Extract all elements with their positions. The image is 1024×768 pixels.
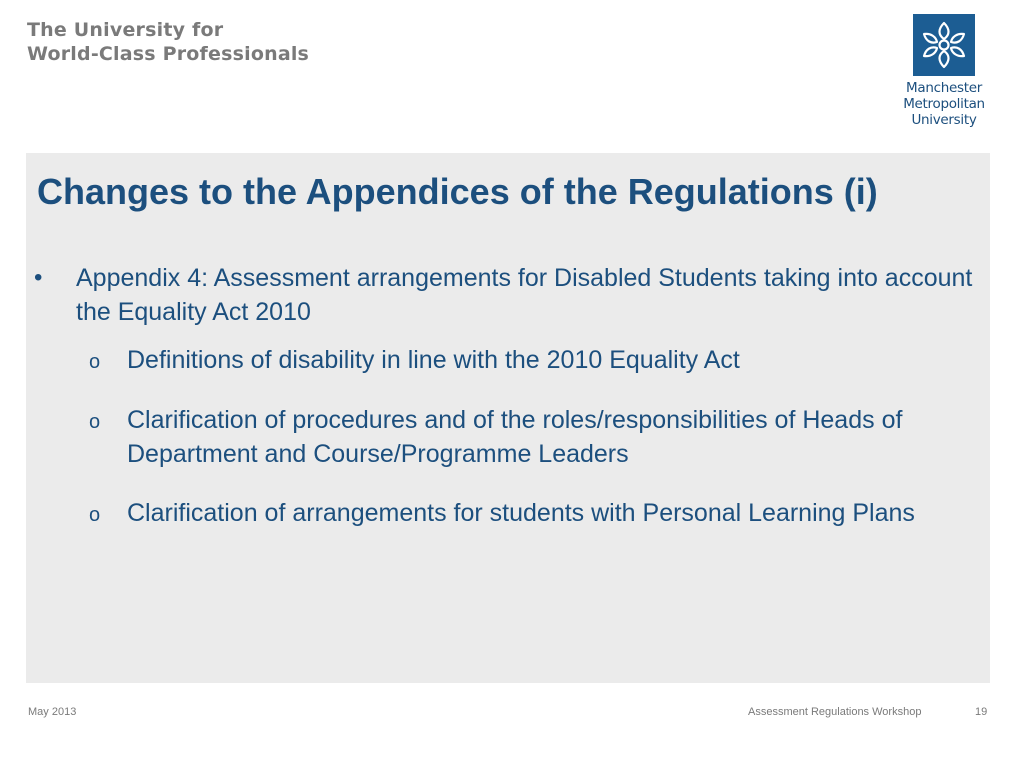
bullet-marker: • [34,264,43,291]
bullet-item [34,261,976,329]
tagline-line-2: World-Class Professionals [27,43,310,65]
sub-bullet-marker: o [89,411,101,433]
sub-bullet-text: Definitions of disability in line with the 2010 Equality Act [127,346,740,374]
mmu-flower-logo-icon [913,14,975,76]
tagline-line-1: The University for [27,19,224,41]
sub-bullet-item [89,496,987,530]
slide-title: Changes to the Appendices of the Regulations (i) [37,171,878,212]
sub-bullet-text: Clarification of procedures and of the roles/responsibilities of Heads of Department and Course/Programme Leaders [127,406,903,468]
university-tagline [27,18,309,66]
sub-bullet-marker: o [89,351,101,373]
sub-bullet-text: Clarification of arrangements for students with Personal Learning Plans [127,499,915,527]
sub-bullet-item [89,343,987,377]
sub-bullet-item [89,403,987,471]
logo-wordmark [894,80,994,128]
logo-line-1: Manchester [906,80,982,96]
university-logo [898,14,1022,130]
footer-event-name: Assessment Regulations Workshop [748,706,922,718]
sub-bullet-marker: o [89,504,101,526]
content-panel [26,153,990,683]
logo-line-3: University [911,112,977,128]
footer-page-number: 19 [975,706,988,718]
footer-date: May 2013 [28,706,77,718]
bullet-text: Appendix 4: Assessment arrangements for Disabled Students taking into account the Equality Act 2010 [76,264,973,326]
logo-line-2: Metropolitan [903,96,985,112]
